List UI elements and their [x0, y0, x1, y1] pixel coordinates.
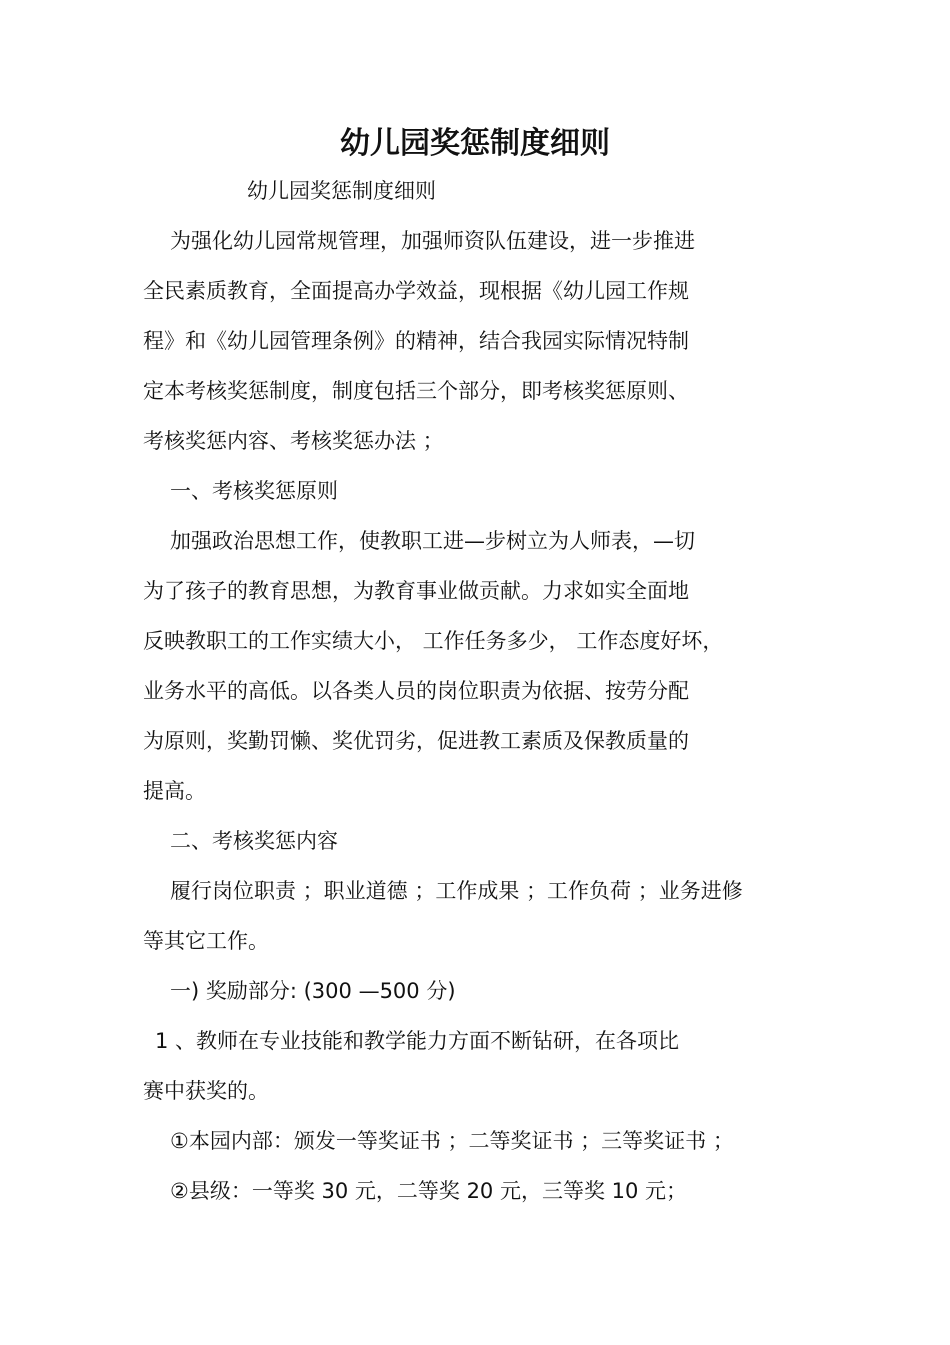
paragraph-line: 提高。	[143, 779, 206, 803]
subsection-heading: 一) 奖励部分: (300 —500 分)	[170, 979, 456, 1003]
paragraph-line: 等其它工作。	[143, 929, 269, 953]
list-item: ①本园内部：颁发一等奖证书 ；二等奖证书 ；三等奖证书 ；	[170, 1129, 734, 1153]
paragraph-line: 考核奖惩内容、考核奖惩办法 ；	[143, 429, 444, 453]
list-item: ②县级：一等奖 30 元，二等奖 20 元，三等奖 10 元；	[170, 1179, 688, 1203]
document-title: 幼儿园奖惩制度细则	[340, 126, 610, 161]
paragraph-line: 加强政治思想工作，使教职工进—步树立为人师表，—切	[170, 529, 695, 553]
paragraph-line: 定本考核奖惩制度，制度包括三个部分，即考核奖惩原则、	[143, 379, 689, 403]
paragraph-line: 程》和《幼儿园管理条例》的精神，结合我园实际情况特制	[143, 329, 689, 353]
document-subtitle: 幼儿园奖惩制度细则	[247, 179, 436, 203]
paragraph-line: 业务水平的高低。以各类人员的岗位职责为依据、按劳分配	[143, 679, 689, 703]
paragraph-line: 反映教职工的工作实绩大小， 工作任务多少， 工作态度好坏，	[143, 629, 724, 653]
section-heading: 一、考核奖惩原则	[170, 479, 338, 503]
paragraph-line: 履行岗位职责 ；职业道德 ；工作成果 ；工作负荷 ；业务进修	[170, 879, 743, 903]
paragraph-line: 为了孩子的教育思想，为教育事业做贡献。力求如实全面地	[143, 579, 689, 603]
paragraph-line: 为强化幼儿园常规管理，加强师资队伍建设，进一步推进	[170, 229, 695, 253]
paragraph-line: 为原则，奖勤罚懒、奖优罚劣，促进教工素质及保教质量的	[143, 729, 689, 753]
list-item: 1 、教师在专业技能和教学能力方面不断钻研，在各项比	[155, 1029, 680, 1053]
section-heading: 二、考核奖惩内容	[170, 829, 338, 853]
paragraph-line: 全民素质教育，全面提高办学效益，现根据《幼儿园工作规	[143, 279, 689, 303]
paragraph-line: 赛中获奖的。	[143, 1079, 269, 1103]
